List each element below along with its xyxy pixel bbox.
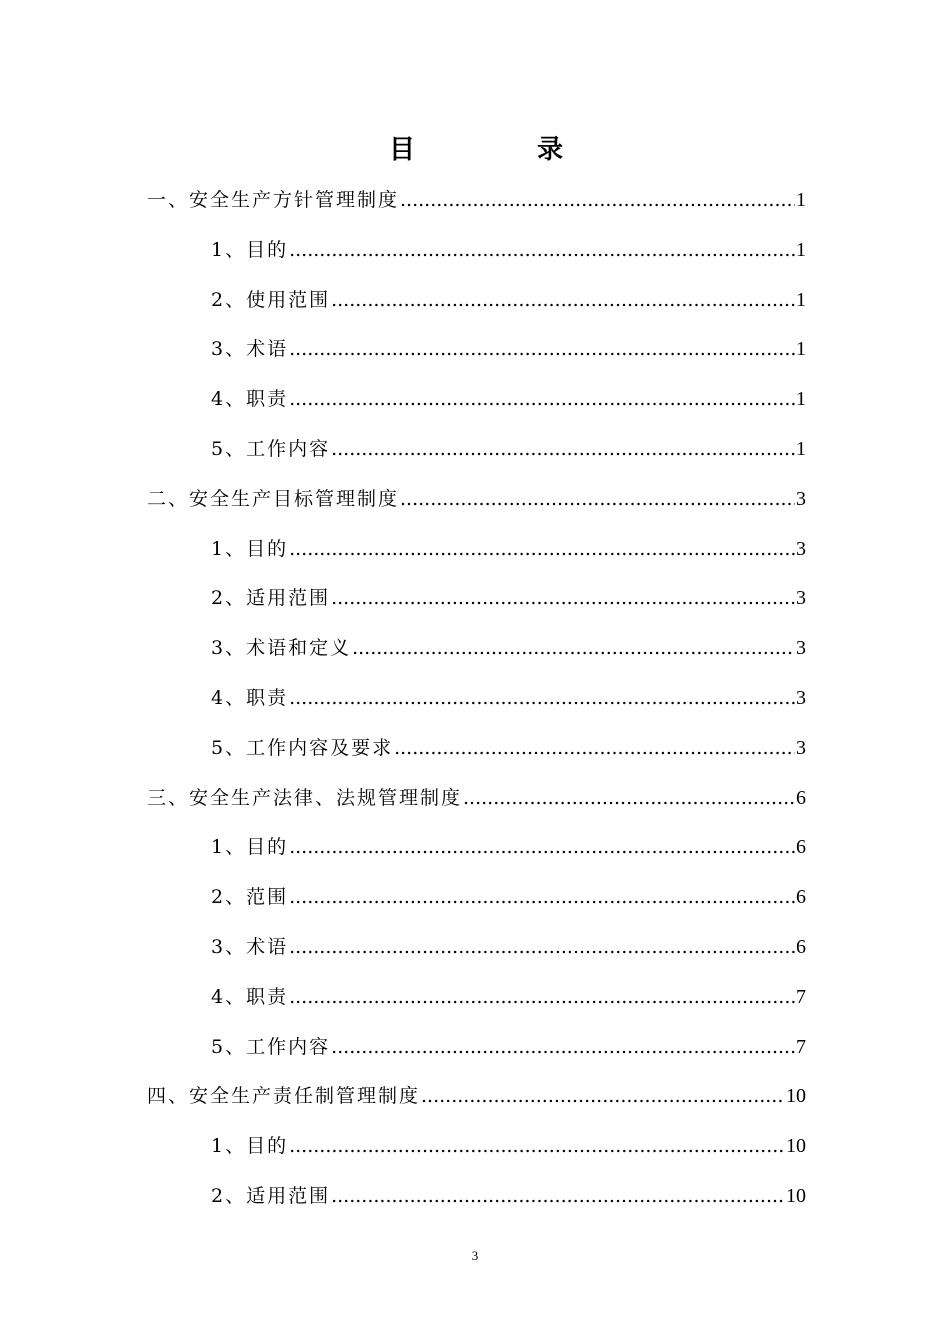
toc-section-entry[interactable] — [147, 828, 806, 878]
dot-leader — [289, 380, 795, 418]
toc-entry-text: 1、目的 — [211, 1135, 289, 1158]
toc-entry-page-number: 3 — [796, 637, 806, 660]
toc-entry-text: 4、职责 — [211, 388, 289, 411]
toc-section-entry[interactable] — [147, 729, 806, 779]
toc-section-entry[interactable] — [147, 1127, 806, 1177]
dot-leader — [352, 629, 795, 667]
toc-section-entry[interactable] — [147, 231, 806, 281]
toc-entry-page-number: 10 — [786, 1135, 806, 1158]
toc-entry-text: 2、范围 — [211, 886, 289, 909]
dot-leader — [289, 530, 795, 568]
table-of-contents — [147, 181, 806, 1227]
dot-leader — [331, 1177, 785, 1215]
dot-leader — [331, 1028, 795, 1066]
toc-section-entry[interactable] — [147, 1177, 806, 1227]
toc-section-entry[interactable] — [147, 281, 806, 331]
toc-chapter-entry[interactable] — [147, 1077, 806, 1127]
toc-section-entry[interactable] — [147, 679, 806, 729]
page-title: 目 录 — [388, 135, 611, 165]
toc-entry-text: 1、目的 — [211, 238, 289, 261]
toc-entry-text: 三、安全生产法律、法规管理制度 — [147, 786, 463, 809]
toc-chapter-entry[interactable] — [147, 181, 806, 231]
toc-entry-page-number: 1 — [796, 437, 806, 460]
toc-entry-page-number: 7 — [796, 1035, 806, 1058]
toc-section-entry[interactable] — [147, 330, 806, 380]
toc-entry-page-number: 1 — [796, 388, 806, 411]
toc-entry-page-number: 1 — [796, 338, 806, 361]
toc-section-entry[interactable] — [147, 530, 806, 580]
toc-section-entry[interactable] — [147, 878, 806, 928]
dot-leader — [289, 978, 795, 1016]
dot-leader — [289, 928, 795, 966]
toc-entry-text: 2、使用范围 — [211, 288, 331, 311]
dot-leader — [400, 181, 795, 219]
toc-entry-page-number: 3 — [796, 487, 806, 510]
toc-section-entry[interactable] — [147, 1028, 806, 1078]
dot-leader — [289, 231, 795, 269]
toc-entry-text: 一、安全生产方针管理制度 — [147, 189, 400, 211]
toc-entry-text: 5、工作内容 — [211, 1035, 331, 1058]
toc-entry-page-number: 3 — [796, 537, 806, 560]
toc-section-entry[interactable] — [147, 629, 806, 679]
toc-entry-page-number: 3 — [796, 587, 806, 610]
toc-chapter-entry[interactable] — [147, 779, 806, 829]
dot-leader — [331, 281, 795, 319]
dot-leader — [331, 430, 795, 468]
toc-entry-text: 1、目的 — [211, 836, 289, 859]
toc-entry-page-number: 3 — [796, 736, 806, 759]
toc-entry-text: 3、术语和定义 — [211, 637, 352, 660]
toc-entry-text: 4、职责 — [211, 985, 289, 1008]
toc-entry-text: 二、安全生产目标管理制度 — [147, 487, 400, 510]
toc-entry-page-number: 1 — [796, 189, 806, 211]
toc-entry-text: 1、目的 — [211, 537, 289, 560]
toc-entry-text: 2、适用范围 — [211, 587, 331, 610]
toc-section-entry[interactable] — [147, 978, 806, 1028]
toc-section-entry[interactable] — [147, 430, 806, 480]
dot-leader — [421, 1077, 785, 1115]
dot-leader — [463, 779, 795, 817]
toc-section-entry[interactable] — [147, 579, 806, 629]
toc-entry-text: 5、工作内容及要求 — [211, 736, 394, 759]
dot-leader — [289, 828, 795, 866]
toc-entry-page-number: 6 — [796, 935, 806, 958]
dot-leader — [289, 679, 795, 717]
toc-entry-text: 四、安全生产责任制管理制度 — [147, 1085, 421, 1108]
toc-entry-page-number: 10 — [786, 1184, 806, 1207]
dot-leader — [289, 1127, 785, 1165]
toc-entry-page-number: 6 — [796, 786, 806, 809]
dot-leader — [289, 330, 795, 368]
toc-section-entry[interactable] — [147, 928, 806, 978]
dot-leader — [289, 878, 795, 916]
toc-entry-page-number: 1 — [796, 238, 806, 261]
dot-leader — [394, 729, 795, 767]
toc-chapter-entry[interactable] — [147, 480, 806, 530]
toc-entry-text: 3、术语 — [211, 338, 289, 361]
toc-entry-page-number: 3 — [796, 686, 806, 709]
toc-entry-page-number: 1 — [796, 288, 806, 311]
toc-entry-text: 2、适用范围 — [211, 1184, 331, 1207]
toc-entry-page-number: 6 — [796, 886, 806, 909]
toc-entry-page-number: 6 — [796, 836, 806, 859]
toc-entry-text: 5、工作内容 — [211, 437, 331, 460]
dot-leader — [400, 480, 795, 518]
toc-entry-text: 4、职责 — [211, 686, 289, 709]
dot-leader — [331, 579, 795, 617]
toc-entry-text: 3、术语 — [211, 935, 289, 958]
toc-entry-page-number: 10 — [786, 1085, 806, 1108]
toc-section-entry[interactable] — [147, 380, 806, 430]
page-number: 3 — [471, 1248, 479, 1263]
toc-entry-page-number: 7 — [796, 985, 806, 1008]
